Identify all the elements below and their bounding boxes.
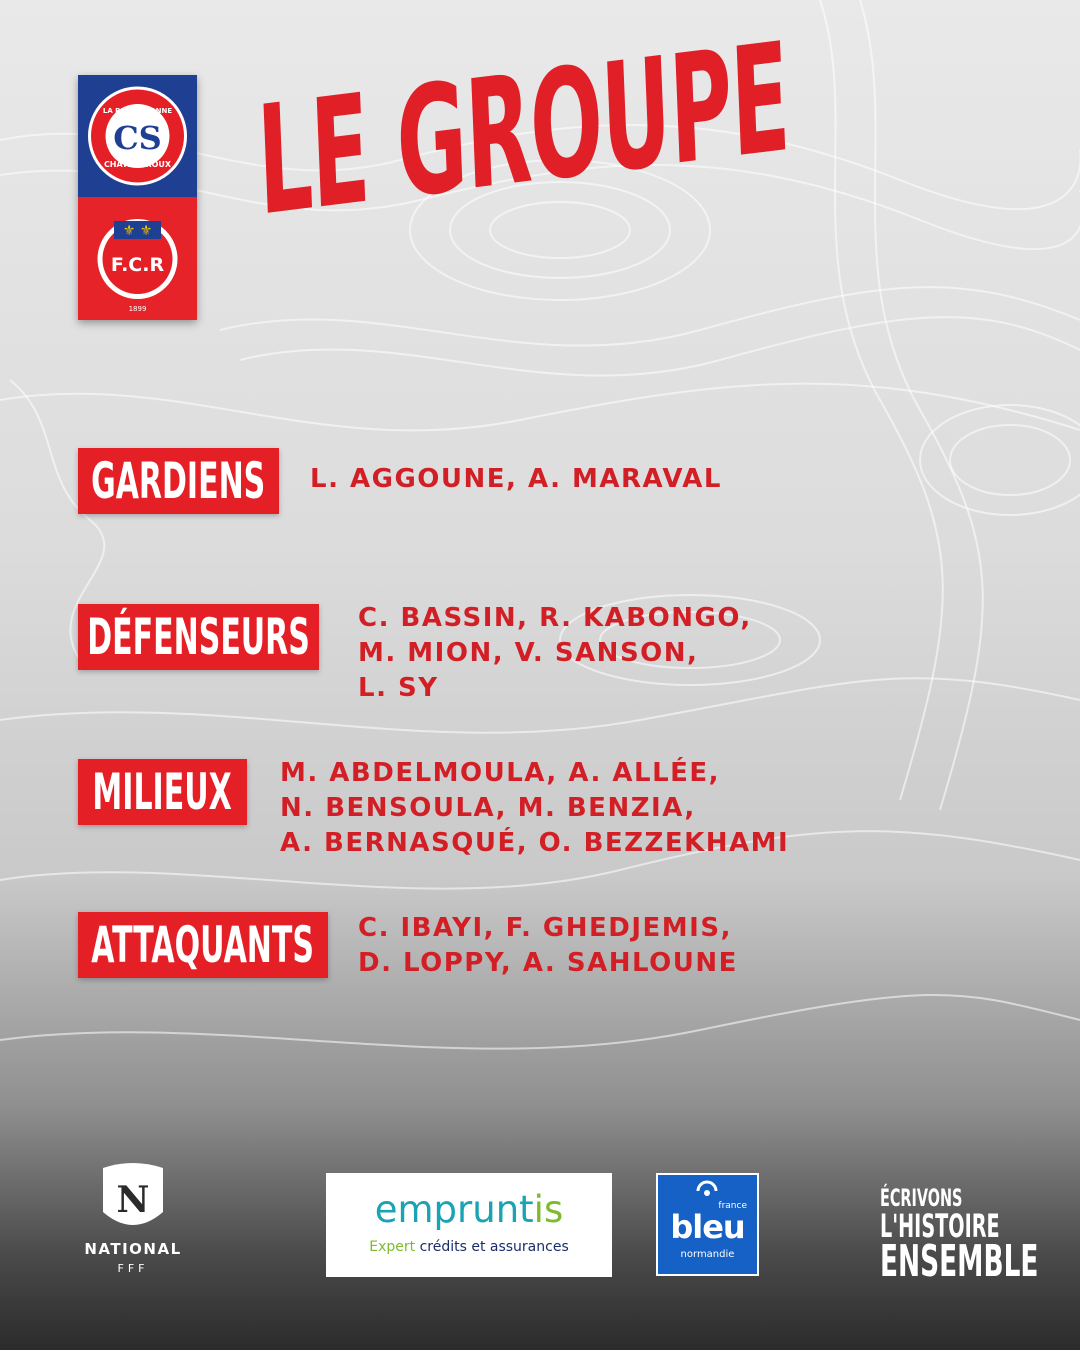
page-title: LE GROUPE [254, 10, 792, 250]
france-label: france [718, 1201, 747, 1211]
players-defenseurs [358, 601, 752, 706]
player-line: C. IBAYI, F. GHEDJEMIS, [358, 913, 732, 943]
fc-rouen-crest [78, 197, 197, 320]
category-label-gardiens: GARDIENS [78, 448, 279, 514]
players-attaquants [358, 911, 738, 981]
svg-text:N: N [116, 1179, 150, 1221]
svg-text:LA BERRICHONNE: LA BERRICHONNE [102, 107, 173, 115]
national-fff-logo [78, 1160, 188, 1280]
player-line: D. LOPPY, A. SAHLOUNE [358, 948, 738, 978]
normandie-label: normandie [680, 1249, 735, 1260]
slogan [880, 1184, 1050, 1287]
france-bleu-mark-icon [692, 1179, 722, 1203]
empruntis-tagline: Expert crédits et assurances [369, 1239, 569, 1255]
chateauroux-crest [78, 75, 197, 197]
player-line: C. BASSIN, R. KABONGO, [358, 603, 752, 633]
empruntis-wordmark: empruntis [374, 1188, 564, 1231]
bleu-label: bleu [670, 1208, 745, 1246]
france-bleu-logo [656, 1173, 759, 1276]
player-line: L. AGGOUNE, A. MARAVAL [310, 464, 722, 494]
slogan-line: L'HISTOIRE [880, 1207, 1000, 1245]
player-line: N. BENSOULA, M. BENZIA, [280, 793, 696, 823]
slogan-line: ENSEMBLE [880, 1236, 1039, 1287]
slogan-line: ÉCRIVONS [880, 1184, 963, 1212]
svg-text:CHÂTEAUROUX: CHÂTEAUROUX [103, 160, 172, 169]
fc-rouen-logo-icon [78, 197, 197, 320]
player-line: A. BERNASQUÉ, O. BEZZEKHAMI [280, 828, 790, 858]
player-line: M. ABDELMOULA, A. ALLÉE, [280, 758, 721, 788]
club-badges [78, 75, 197, 320]
players-gardiens [310, 462, 722, 497]
fff-label: FFF [117, 1262, 149, 1275]
category-label-milieux: MILIEUX [78, 759, 247, 825]
players-milieux [280, 756, 789, 861]
player-line: M. MION, V. SANSON, [358, 638, 699, 668]
svg-text:1899: 1899 [128, 305, 147, 313]
category-label-attaquants: ATTAQUANTS [78, 912, 328, 978]
svg-text:CS: CS [113, 119, 162, 157]
national-shield-icon [78, 1160, 188, 1238]
svg-text:F.C.R: F.C.R [110, 254, 165, 276]
svg-text:⚜ ⚜: ⚜ ⚜ [122, 223, 153, 239]
player-line: L. SY [358, 673, 439, 703]
chateauroux-logo-icon [78, 75, 197, 197]
empruntis-logo [326, 1173, 612, 1277]
category-label-defenseurs: DÉFENSEURS [78, 604, 319, 670]
national-label: NATIONAL [84, 1240, 182, 1258]
